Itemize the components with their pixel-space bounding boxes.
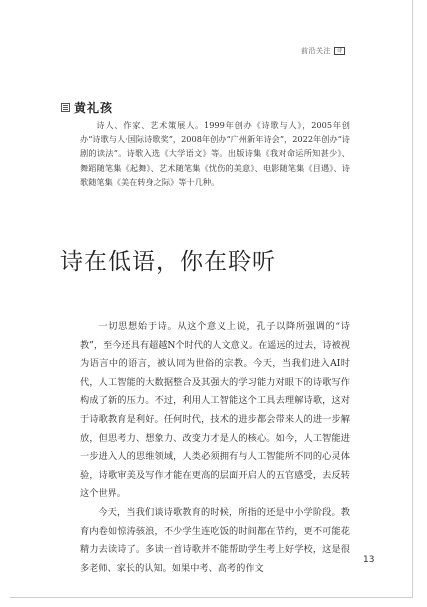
body-paragraph: 今天，当我们谈诗歌教育的时候，所指的还是中小学阶段。教育内卷如惊涛骇浪，不少学生连吃饭的时间都在节约，更不可能花精力去读诗了。多读一首诗歌并不能帮助学生考上好学校，这是很多老师、家长的认知。如果中考、高考的作文 [80, 506, 350, 574]
author-marker-icon [61, 103, 70, 112]
page-number: 13 [363, 555, 375, 565]
article-title: 诗在低语，你在聆听 [60, 249, 276, 275]
column-logo-icon: 诗 [334, 47, 345, 55]
author-bio: 诗人、作家、艺术策展人。1999年创办《诗歌与人》，2005年创办“诗歌与人·国际诗歌奖”，2008年创办“广州新年诗会”，2022年创办“诗剧的读法”。诗歌入选《大学语文》等。出版诗集《我对命运所知甚少》、舞蹈随笔集《起舞》、艺术随笔集《忧伤的美意》、电影随笔集《目遇》、诗歌随笔集《美在转身之际》等十几种。 [80, 120, 350, 187]
article-body [80, 318, 350, 578]
body-paragraph: 一切思想始于诗。从这个意义上说，孔子以降所强调的“诗教”，至今还具有超越N个时代的人文意义。在遥远的过去，诗被视为语言中的语言，被认同为世俗的宗教。今天，当我们进入AI时代，人工智能的大数据整合及其强大的学习能力对眼下的诗歌写作构成了新的压力。不过，利用人工智能这个工具去理解诗歌，这对于诗歌教育是利好。任何时代，技术的进步都会带来人的进一步解放，但思考力、想象力、改变力才是人的核心。如今，人工智能进一步进入人的思维领域，人类必须拥有与人工智能所不同的心灵体验，诗歌审美及写作才能在更高的层面开启人的五官感受，去反转这个世界。 [80, 321, 350, 500]
running-header [301, 46, 345, 56]
author-name: 黄礼孩 [74, 101, 114, 115]
section-title: 前沿关注 [301, 47, 331, 55]
author-heading [61, 99, 113, 116]
